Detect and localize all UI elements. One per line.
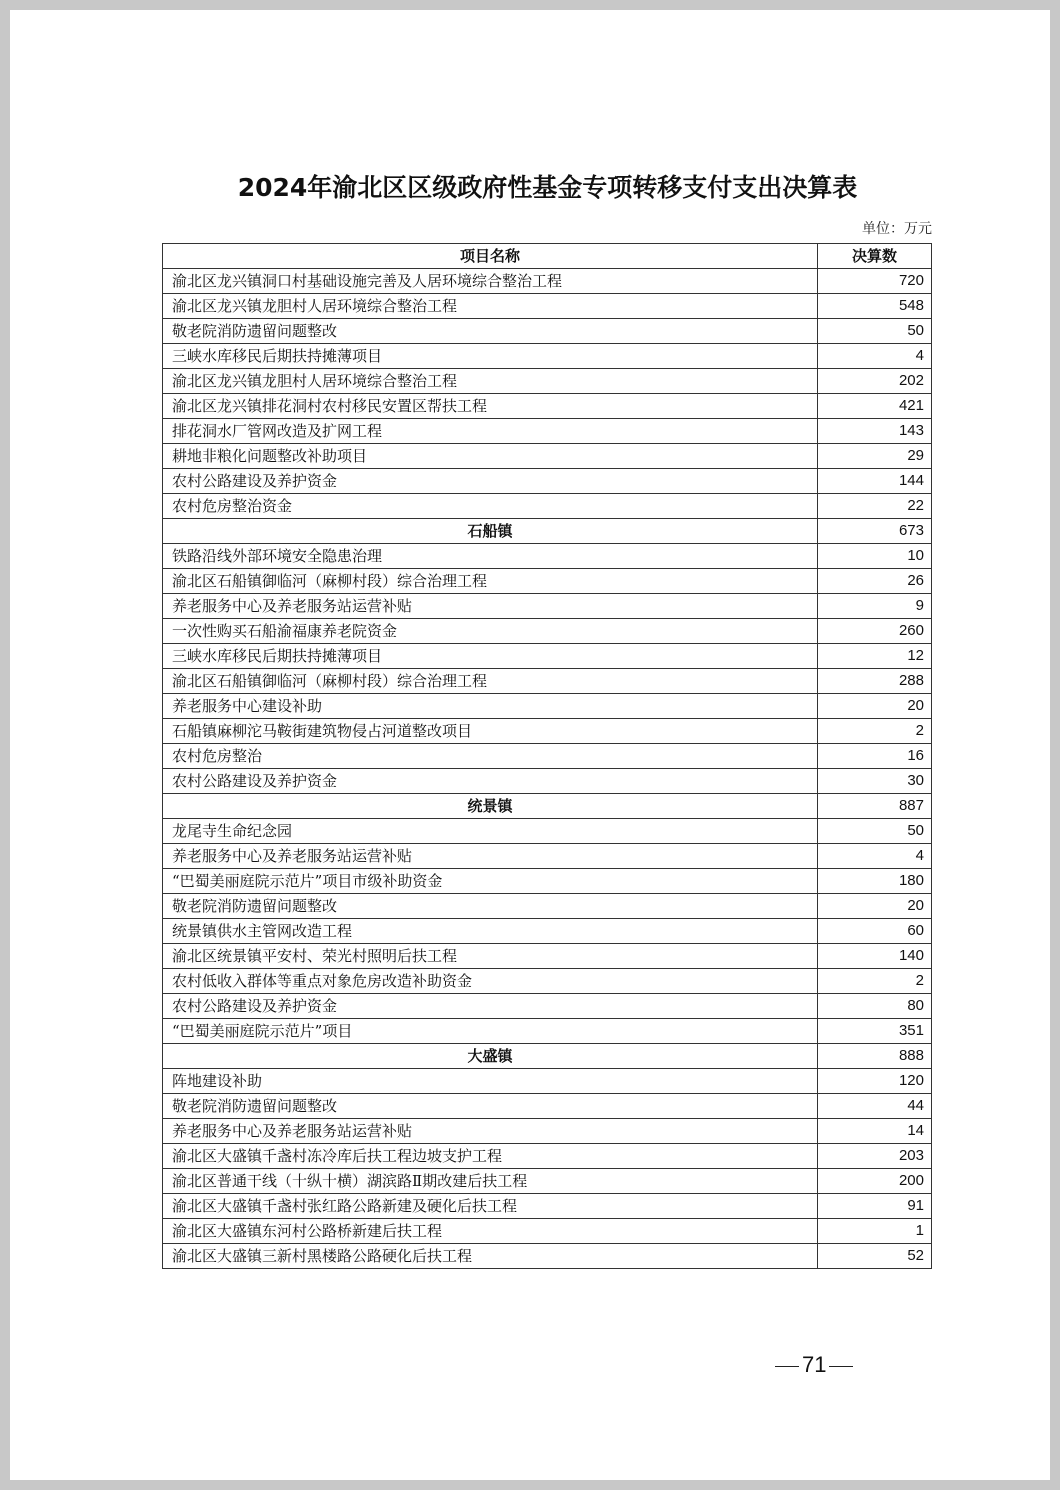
amount-cell: 50 — [818, 819, 932, 844]
amount-cell: 140 — [818, 944, 932, 969]
amount-cell: 29 — [818, 444, 932, 469]
project-name-cell: 养老服务中心建设补助 — [163, 694, 818, 719]
table-row — [163, 769, 932, 794]
table-row — [163, 919, 932, 944]
project-name-cell: 农村低收入群体等重点对象危房改造补助资金 — [163, 969, 818, 994]
amount-cell: 80 — [818, 994, 932, 1019]
table-row — [163, 944, 932, 969]
table-row — [163, 269, 932, 294]
project-name-cell: 农村公路建设及养护资金 — [163, 769, 818, 794]
project-name-cell: 养老服务中心及养老服务站运营补贴 — [163, 1119, 818, 1144]
project-name-cell: 渝北区龙兴镇洞口村基础设施完善及人居环境综合整治工程 — [163, 269, 818, 294]
project-name-cell: 渝北区大盛镇千盏村张红路公路新建及硬化后扶工程 — [163, 1194, 818, 1219]
dash-left — [775, 1366, 799, 1367]
project-name-cell: 阵地建设补助 — [163, 1069, 818, 1094]
amount-cell: 421 — [818, 394, 932, 419]
table-row — [163, 594, 932, 619]
amount-cell: 120 — [818, 1069, 932, 1094]
table-row — [163, 1194, 932, 1219]
project-name-cell: 渝北区石船镇御临河（麻柳村段）综合治理工程 — [163, 669, 818, 694]
page-title: 2024年渝北区区级政府性基金专项转移支付支出决算表 — [237, 173, 858, 202]
project-name-cell: 农村危房整治 — [163, 744, 818, 769]
amount-cell: 9 — [818, 594, 932, 619]
amount-cell: 288 — [818, 669, 932, 694]
project-name-cell: 龙尾寺生命纪念园 — [163, 819, 818, 844]
project-name-cell: 统景镇供水主管网改造工程 — [163, 919, 818, 944]
amount-cell: 1 — [818, 1219, 932, 1244]
table-row — [163, 319, 932, 344]
amount-cell: 203 — [818, 1144, 932, 1169]
project-name-cell: 敬老院消防遗留问题整改 — [163, 1094, 818, 1119]
table-row — [163, 544, 932, 569]
section-name-cell: 石船镇 — [163, 519, 818, 544]
amount-cell: 30 — [818, 769, 932, 794]
unit-label: 单位：万元 — [862, 221, 932, 237]
table-row — [163, 844, 932, 869]
dash-right — [829, 1366, 853, 1367]
table-row — [163, 569, 932, 594]
project-name-cell: 耕地非粮化问题整改补助项目 — [163, 444, 818, 469]
table-row — [163, 1219, 932, 1244]
amount-cell: 20 — [818, 894, 932, 919]
project-name-cell: 敬老院消防遗留问题整改 — [163, 319, 818, 344]
amount-cell: 16 — [818, 744, 932, 769]
table-row — [163, 1169, 932, 1194]
project-name-cell: 渝北区统景镇平安村、荣光村照明后扶工程 — [163, 944, 818, 969]
table-row — [163, 894, 932, 919]
project-name-cell: 石船镇麻柳沱马鞍街建筑物侵占河道整改项目 — [163, 719, 818, 744]
amount-cell: 12 — [818, 644, 932, 669]
project-name-cell: 农村公路建设及养护资金 — [163, 994, 818, 1019]
amount-cell: 4 — [818, 344, 932, 369]
table-row — [163, 994, 932, 1019]
project-name-cell: “巴蜀美丽庭院示范片”项目市级补助资金 — [163, 869, 818, 894]
table-row — [163, 819, 932, 844]
project-name-cell: “巴蜀美丽庭院示范片”项目 — [163, 1019, 818, 1044]
project-name-cell: 三峡水库移民后期扶持摊薄项目 — [163, 644, 818, 669]
amount-cell: 91 — [818, 1194, 932, 1219]
project-name-cell: 养老服务中心及养老服务站运营补贴 — [163, 844, 818, 869]
project-name-cell: 农村公路建设及养护资金 — [163, 469, 818, 494]
amount-cell: 22 — [818, 494, 932, 519]
table-row — [163, 1119, 932, 1144]
project-name-cell: 渝北区龙兴镇龙胆村人居环境综合整治工程 — [163, 294, 818, 319]
column-header-amount: 决算数 — [818, 244, 932, 269]
table-row — [163, 494, 932, 519]
amount-cell: 10 — [818, 544, 932, 569]
amount-cell: 351 — [818, 1019, 932, 1044]
project-name-cell: 养老服务中心及养老服务站运营补贴 — [163, 594, 818, 619]
table-row — [163, 669, 932, 694]
page-number — [772, 1352, 856, 1378]
amount-cell: 180 — [818, 869, 932, 894]
table-row — [163, 1069, 932, 1094]
amount-cell: 26 — [818, 569, 932, 594]
table-header-row — [163, 244, 932, 269]
project-name-cell: 渝北区石船镇御临河（麻柳村段）综合治理工程 — [163, 569, 818, 594]
amount-cell: 202 — [818, 369, 932, 394]
table-row — [163, 469, 932, 494]
project-name-cell: 排花洞水厂管网改造及扩网工程 — [163, 419, 818, 444]
project-name-cell: 敬老院消防遗留问题整改 — [163, 894, 818, 919]
table-row — [163, 1094, 932, 1119]
amount-cell: 60 — [818, 919, 932, 944]
section-row — [163, 519, 932, 544]
table-body — [163, 269, 932, 1269]
table-row — [163, 694, 932, 719]
project-name-cell: 渝北区龙兴镇排花洞村农村移民安置区帮扶工程 — [163, 394, 818, 419]
amount-cell: 720 — [818, 269, 932, 294]
project-name-cell: 渝北区大盛镇东河村公路桥新建后扶工程 — [163, 1219, 818, 1244]
amount-cell: 143 — [818, 419, 932, 444]
table-row — [163, 369, 932, 394]
table-row — [163, 394, 932, 419]
amount-cell: 44 — [818, 1094, 932, 1119]
amount-cell: 2 — [818, 719, 932, 744]
amount-cell: 20 — [818, 694, 932, 719]
project-name-cell: 渝北区大盛镇三新村黑楼路公路硬化后扶工程 — [163, 1244, 818, 1269]
table-row — [163, 869, 932, 894]
amount-cell: 14 — [818, 1119, 932, 1144]
amount-cell: 2 — [818, 969, 932, 994]
amount-cell: 200 — [818, 1169, 932, 1194]
page-number-text: 71 — [802, 1352, 827, 1377]
amount-cell: 260 — [818, 619, 932, 644]
amount-cell: 52 — [818, 1244, 932, 1269]
project-name-cell: 三峡水库移民后期扶持摊薄项目 — [163, 344, 818, 369]
section-name-cell: 大盛镇 — [163, 1044, 818, 1069]
table-row — [163, 419, 932, 444]
table-row — [163, 719, 932, 744]
amount-cell: 548 — [818, 294, 932, 319]
table-row — [163, 294, 932, 319]
section-name-cell: 统景镇 — [163, 794, 818, 819]
amount-cell: 4 — [818, 844, 932, 869]
table-row — [163, 969, 932, 994]
table-row — [163, 744, 932, 769]
table-row — [163, 1244, 932, 1269]
amount-cell: 888 — [818, 1044, 932, 1069]
table-row — [163, 619, 932, 644]
amount-cell: 144 — [818, 469, 932, 494]
amount-cell: 673 — [818, 519, 932, 544]
project-name-cell: 渝北区普通干线（十纵十横）湖滨路Ⅱ期改建后扶工程 — [163, 1169, 818, 1194]
project-name-cell: 农村危房整治资金 — [163, 494, 818, 519]
project-name-cell: 渝北区龙兴镇龙胆村人居环境综合整治工程 — [163, 369, 818, 394]
project-name-cell: 铁路沿线外部环境安全隐患治理 — [163, 544, 818, 569]
table-row — [163, 1019, 932, 1044]
project-name-cell: 渝北区大盛镇千盏村冻冷库后扶工程边坡支护工程 — [163, 1144, 818, 1169]
table-row — [163, 344, 932, 369]
column-header-project-name: 项目名称 — [163, 244, 818, 269]
section-row — [163, 1044, 932, 1069]
section-row — [163, 794, 932, 819]
project-name-cell: 一次性购买石船渝福康养老院资金 — [163, 619, 818, 644]
table-row — [163, 1144, 932, 1169]
table-row — [163, 644, 932, 669]
amount-cell: 887 — [818, 794, 932, 819]
amount-cell: 50 — [818, 319, 932, 344]
expenditure-table — [162, 243, 932, 1269]
table-row — [163, 444, 932, 469]
